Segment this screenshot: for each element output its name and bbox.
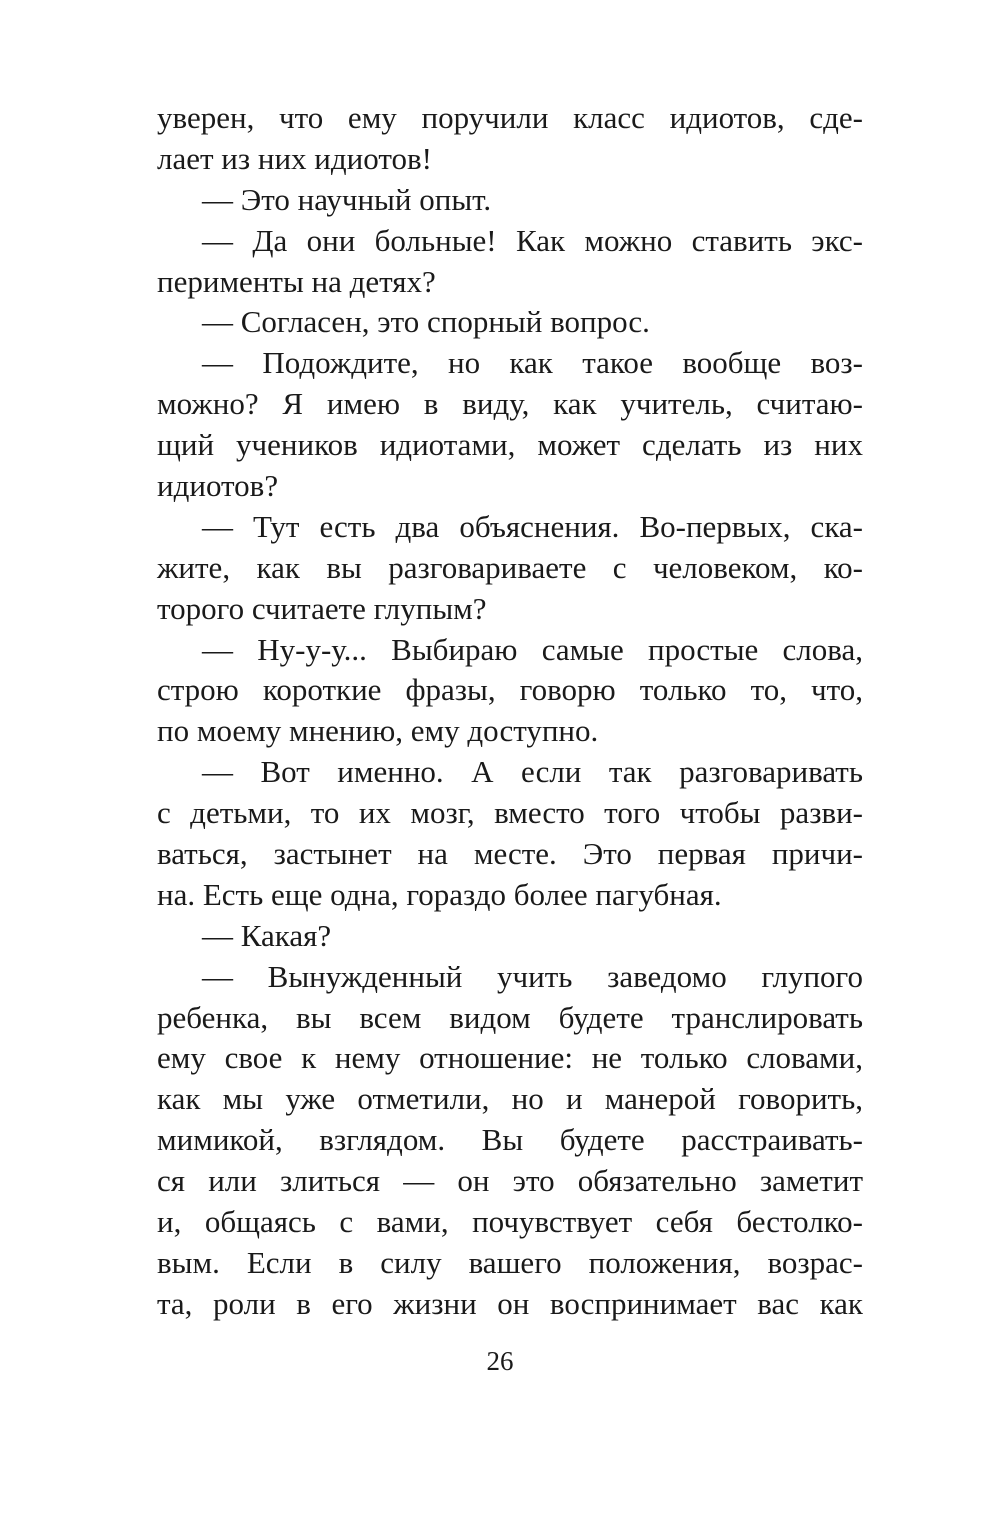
text-line: — Подождите, но как такое вообще воз-	[202, 345, 863, 381]
text-line: ваться, застынет на месте. Это первая причи-	[157, 836, 863, 872]
text-line: на. Есть еще одна, гораздо более пагубная.	[157, 876, 722, 912]
text-line: — Согласен, это спорный вопрос.	[202, 304, 650, 340]
text-line: с детьми, то их мозг, вместо того чтобы разви-	[157, 795, 863, 831]
text-line: — Это научный опыт.	[202, 181, 492, 217]
text-line: жите, как вы разговариваете с человеком, ко-	[157, 549, 863, 585]
text-line: — Да они больные! Как можно ставить экс-	[202, 222, 863, 258]
text-line: и, общаясь с вами, почувствует себя бестолко-	[157, 1204, 863, 1240]
text-line: мимикой, взглядом. Вы будете расстраивать-	[157, 1122, 863, 1158]
text-line: — Какая?	[202, 917, 332, 953]
page-number: 26	[486, 1346, 514, 1376]
text-line: лает из них идиотов!	[157, 140, 432, 176]
text-line: идиотов?	[157, 468, 279, 504]
text-line: по моему мнению, ему доступно.	[157, 713, 599, 749]
text-line: — Вот именно. А если так разговаривать	[202, 754, 863, 790]
text-line: торого считаете глупым?	[157, 590, 487, 626]
text-line: — Вынужденный учить заведомо глупого	[202, 958, 863, 994]
text-line: строю короткие фразы, говорю только то, что,	[157, 672, 863, 708]
text-line: щий учеников идиотами, может сделать из них	[157, 427, 863, 463]
text-line: та, роли в его жизни он воспринимает вас как	[157, 1285, 863, 1321]
text-line: как мы уже отметили, но и манерой говорить,	[157, 1081, 863, 1117]
text-line: можно? Я имею в виду, как учитель, считаю-	[157, 386, 863, 422]
text-line: — Тут есть два объяснения. Во-первых, ска-	[202, 508, 863, 544]
text-line: уверен, что ему поручили класс идиотов, сде-	[157, 100, 863, 135]
body-text	[157, 98, 863, 1325]
text-line: перименты на детях?	[157, 263, 436, 299]
text-line: — Ну-у-у... Выбираю самые простые слова,	[202, 631, 863, 667]
text-line: ему свое к нему отношение: не только словами,	[157, 1040, 863, 1076]
text-line: ся или злиться — он это обязательно заметит	[157, 1163, 863, 1199]
text-line: вым. Если в силу вашего положения, возрас-	[157, 1244, 863, 1280]
text-line: ребенка, вы всем видом будете транслировать	[157, 999, 863, 1035]
